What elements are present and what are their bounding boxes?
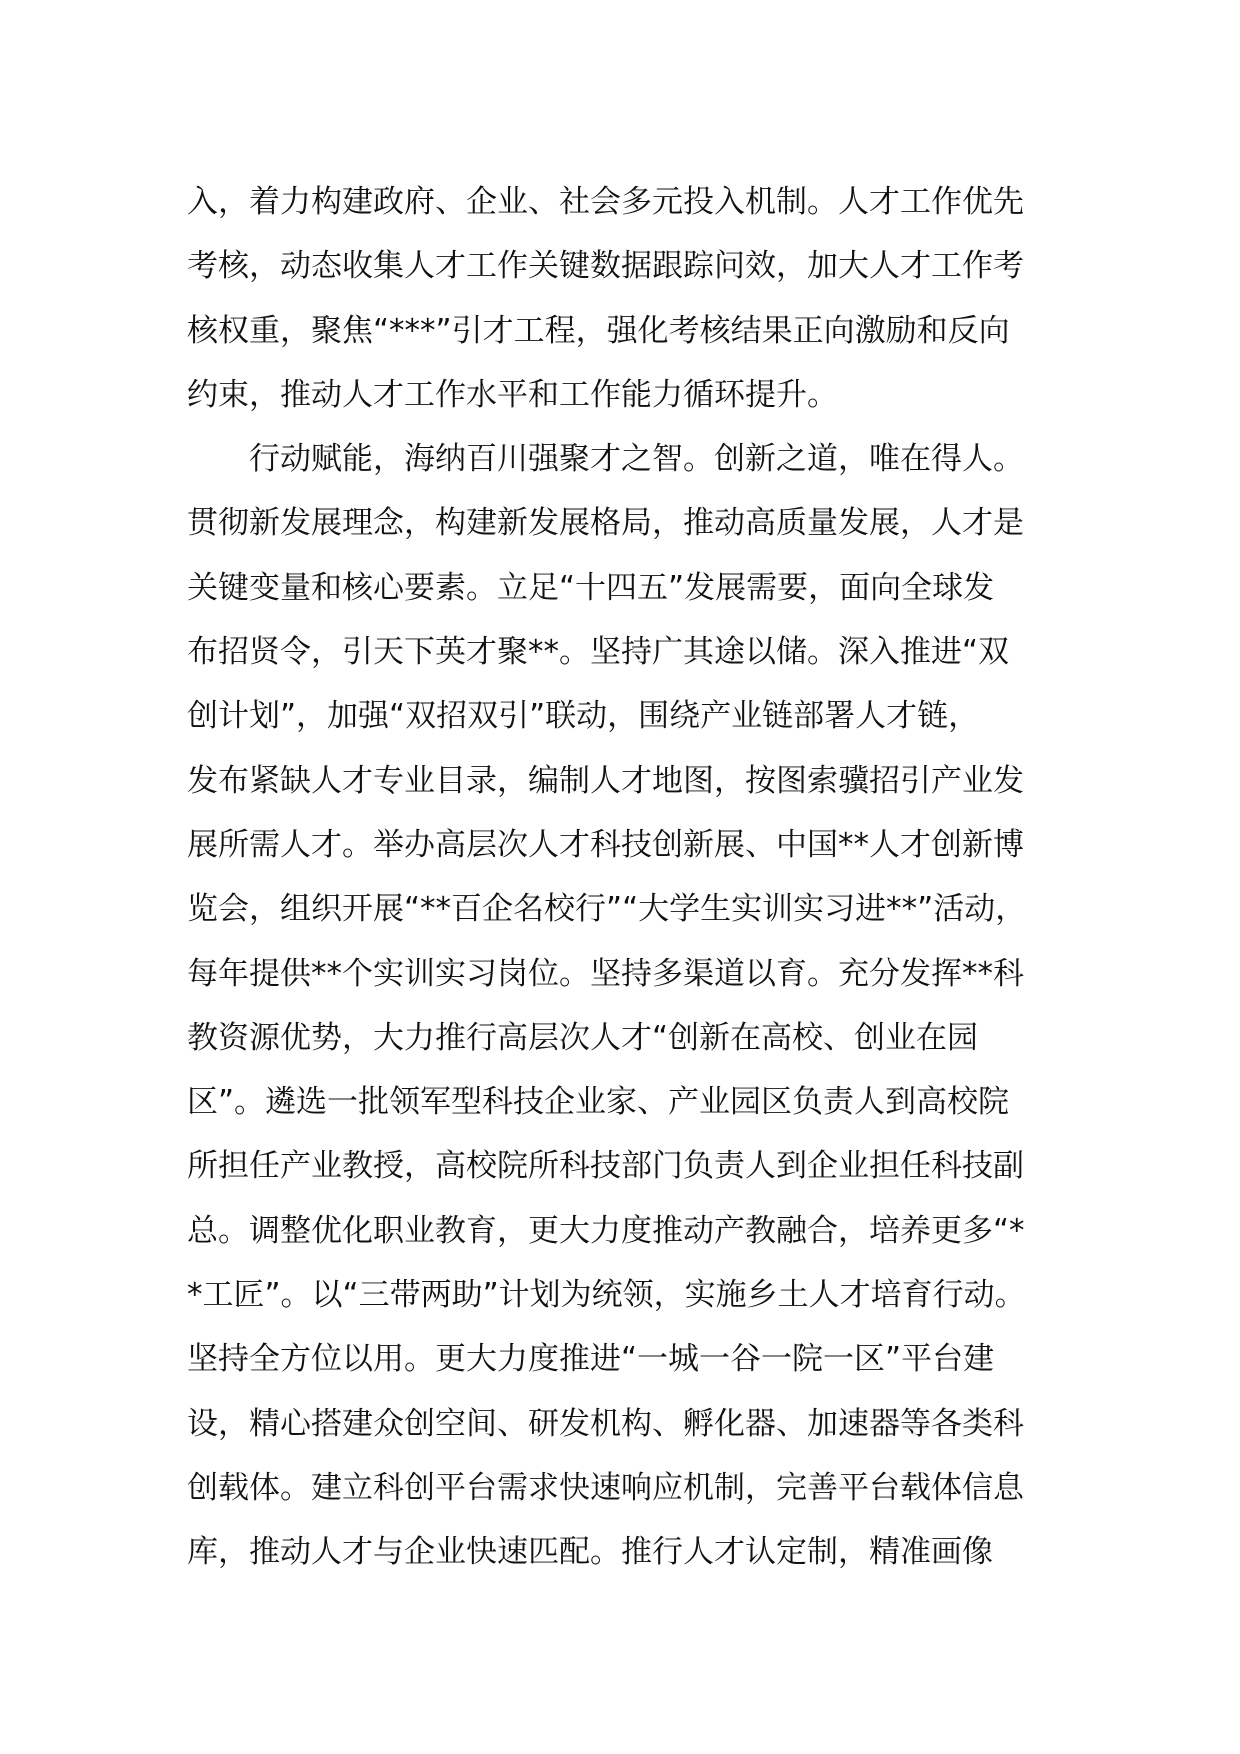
text-line: 区”。遴选一批领军型科技企业家、产业园区负责人到高校院	[187, 1084, 1010, 1121]
text-line: 行动赋能，海纳百川强聚才之智。创新之道，唯在得人。	[249, 441, 1024, 478]
text-line: 关键变量和核心要素。立足“十四五”发展需要，面向全球发	[187, 569, 995, 606]
text-line: 所担任产业教授，高校院所科技部门负责人到企业担任科技副	[187, 1148, 1024, 1185]
text-line: 览会，组织开展“**百企名校行”“大学生实训实习进**”活动，	[187, 891, 1027, 928]
text-line: 教资源优势，大力推行高层次人才“创新在高校、创业在园	[187, 1019, 979, 1056]
text-line: 坚持全方位以用。更大力度推进“一城一谷一院一区”平台建	[187, 1341, 995, 1378]
text-line: 布招贤令，引天下英才聚**。坚持广其途以储。深入推进“双	[187, 634, 1010, 671]
text-line: 设，精心搭建众创空间、研发机构、孵化器、加速器等各类科	[187, 1405, 1024, 1442]
text-line: 总。调整优化职业教育，更大力度推动产教融合，培养更多“*	[187, 1212, 1025, 1249]
text-line: 发布紧缺人才专业目录，编制人才地图，按图索骥招引产业发	[187, 762, 1024, 799]
text-line	[187, 1585, 1087, 1649]
text-line: 核权重，聚焦“***”引才工程，强化考核结果正向激励和反向	[187, 312, 1010, 349]
text-line: 约束，推动人才工作水平和工作能力循环提升。	[187, 376, 838, 413]
text-line: 创计划”，加强“双招双引”联动，围绕产业链部署人才链，	[187, 698, 980, 735]
text-line	[187, 1649, 1087, 1713]
document-body	[187, 170, 1087, 1713]
text-line: 创载体。建立科创平台需求快速响应机制，完善平台载体信息	[187, 1469, 1024, 1506]
text-line: 贯彻新发展理念，构建新发展格局，推动高质量发展，人才是	[187, 505, 1024, 542]
text-line: 入，着力构建政府、企业、社会多元投入机制。人才工作优先	[187, 184, 1024, 220]
paragraph-2	[187, 427, 1087, 1713]
paragraph-1	[187, 170, 1087, 427]
text-line: 展所需人才。举办高层次人才科技创新展、中国**人才创新博	[187, 826, 1024, 863]
text-line: 库，推动人才与企业快速匹配。推行人才认定制，精准画像	[187, 1534, 993, 1571]
text-line: *工匠”。以“三带两助”计划为统领，实施乡土人才培育行动。	[187, 1277, 1026, 1314]
text-line: 每年提供**个实训实习岗位。坚持多渠道以育。充分发挥**科	[187, 955, 1024, 992]
text-line: 考核，动态收集人才工作关键数据跟踪问效，加大人才工作考	[187, 248, 1024, 285]
